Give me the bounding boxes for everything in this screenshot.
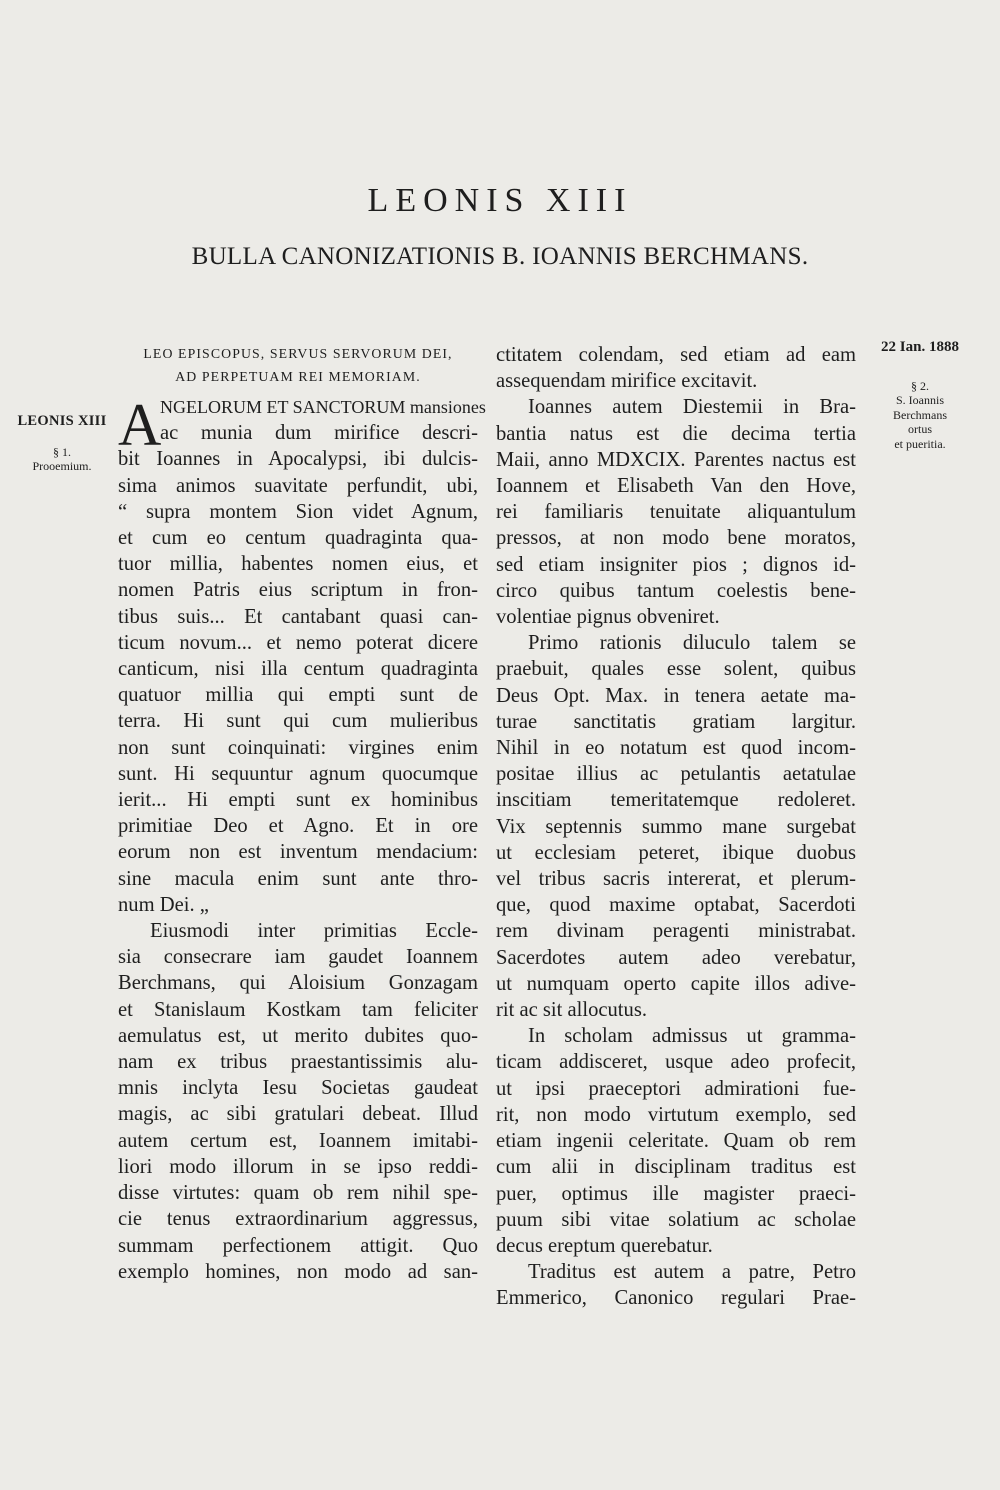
text-line: ut ipsi praeceptori admirationi fue-	[496, 1077, 856, 1100]
text-line: tibus suis... Et cantabant quasi can-	[118, 605, 478, 628]
text-line: Ioannem et Elisabeth Van den Hove,	[496, 475, 856, 498]
text-line: turae sanctitatis gratiam largitur.	[496, 710, 856, 733]
text-line: bit Ioannes in Apocalypsi, ibi dulcis-	[118, 448, 478, 471]
text-line: que, quod maxime optabat, Sacerdoti	[496, 894, 856, 917]
text-line: pressos, at non modo bene moratos,	[496, 527, 856, 550]
text-line: ticum novum... et nemo poterat dicere	[118, 631, 478, 654]
text-line: canticum, nisi illa centum quadraginta	[118, 658, 478, 681]
text-line: etiam ingenii celeritate. Quam ob rem	[496, 1130, 856, 1153]
text-line: volentiae pignus obveniret.	[496, 606, 720, 629]
text-line: primitiae Deo et Agno. Et in ore	[118, 815, 478, 838]
bull-heading-line: LEO EPISCOPUS, SERVUS SERVORUM DEI,	[143, 346, 453, 361]
text-line: “ supra montem Sion videt Agnum,	[118, 500, 478, 523]
margin-note-line: ortus	[908, 422, 932, 436]
text-line: liori modo illorum in se ipso reddi-	[118, 1155, 478, 1178]
page-subtitle: BULLA CANONIZATIONIS B. IOANNIS BERCHMANS.	[191, 243, 809, 270]
text-line: et Stanislaum Kostkam tam feliciter	[118, 998, 478, 1021]
text-line: ctitatem colendam, sed etiam ad eam	[496, 344, 856, 366]
text-line: vel tribus sacris intererat, et plerum-	[496, 868, 856, 891]
right-column-lines	[496, 342, 856, 1312]
margin-note-line: et pueritia.	[894, 436, 946, 451]
text-line: bantia natus est die decima tertia	[496, 422, 856, 445]
right-margin-note	[870, 340, 970, 451]
text-line: Primo rationis diluculo talem se	[528, 632, 856, 655]
drop-cap: A	[118, 392, 162, 458]
text-line: non sunt coinquinati: virgines enim	[118, 736, 478, 759]
text-line: Traditus est autem a patre, Petro	[528, 1261, 856, 1284]
text-line: circo quibus tantum coelestis bene-	[496, 579, 856, 602]
text-line: praebuit, quales esse solent, quibus	[496, 658, 856, 681]
left-text-column	[118, 342, 486, 1285]
margin-note-line: S. Ioannis	[896, 393, 944, 407]
text-line: sima animos suavitate perfundit, ubi,	[118, 474, 478, 497]
margin-section-number: § 1.	[53, 444, 71, 459]
text-line: et cum eo centum quadraginta qua-	[118, 527, 478, 550]
text-line: magis, ac sibi gratulari debeat. Illud	[118, 1103, 478, 1126]
text-line: tuor millia, habentes nomen eius, et	[118, 553, 478, 576]
text-line: ierit... Hi empti sunt ex hominibus	[118, 789, 478, 812]
text-line: exemplo homines, non modo ad san-	[118, 1260, 478, 1283]
text-line: sunt. Hi sequuntur agnum quocumque	[118, 762, 478, 785]
text-line: terra. Hi sunt qui cum mulieribus	[118, 710, 478, 733]
opening-paragraph	[118, 392, 486, 458]
text-line: aemulatus est, ut merito dubites quo-	[118, 1024, 478, 1047]
text-line: ac munia dum mirifice descri-	[160, 422, 478, 445]
margin-note-line: Berchmans	[893, 407, 947, 422]
text-line: nomen Patris eius scriptum in fron-	[118, 579, 478, 602]
text-line: quatuor millia qui empti sunt de	[118, 684, 478, 707]
text-line: Deus Opt. Max. in tenera aetate ma-	[496, 684, 856, 707]
text-line: sine macula enim sunt ante thro-	[118, 867, 478, 890]
bull-heading-line: AD PERPETUAM REI MEMORIAM.	[175, 369, 421, 384]
margin-section-label: Prooemium.	[32, 459, 92, 473]
margin-date: 22 Ian. 1888	[881, 339, 959, 355]
text-line: positae illius ac petulantis aetatulae	[496, 763, 856, 786]
text-line: eorum non est inventum mendacium:	[118, 841, 478, 864]
text-line: Berchmans, qui Aloisium Gonzagam	[118, 972, 478, 995]
text-line: Nihil in eo notatum est quod incom-	[496, 737, 856, 760]
text-line: sia consecrare iam gaudet Ioannem	[118, 946, 478, 969]
text-line: mnis inclyta Iesu Societas gaudeat	[118, 1077, 478, 1100]
text-line: num Dei. „	[118, 893, 209, 916]
left-margin-note	[12, 414, 112, 474]
text-line: cum alii in disciplinam traditus est	[496, 1156, 856, 1179]
text-line: inscitiam temeritatemque redoleret.	[496, 789, 856, 812]
text-line: puer, optimus ille magister praeci-	[496, 1182, 856, 1205]
text-line: rit ac sit allocutus.	[496, 999, 647, 1022]
text-line: assequendam mirifice excitavit.	[496, 370, 758, 393]
text-line: decus ereptum querebatur.	[496, 1234, 713, 1257]
margin-pope-name: LEONIS XIII	[17, 413, 107, 429]
text-line: Ioannes autem Diestemii in Bra-	[528, 396, 856, 419]
text-line: autem certum est, Ioannem imitabi-	[118, 1129, 478, 1152]
text-line: sed etiam insigniter pios ; dignos id-	[496, 553, 856, 576]
text-line: Vix septennis summo mane surgebat	[496, 815, 856, 838]
text-line: Sacerdotes autem adeo verebatur,	[496, 946, 856, 969]
text-line: disse virtutes: quam ob rem nihil spe-	[118, 1182, 478, 1205]
text-line: NGELORUM ET SANCTORUM mansiones	[160, 397, 486, 417]
text-line: summam perfectionem attigit. Quo	[118, 1234, 478, 1257]
text-line: rei familiaris tenuitate aliquantulum	[496, 501, 856, 524]
text-line: rit, non modo virtutum exemplo, sed	[496, 1103, 856, 1126]
text-line: ticam addisceret, usque adeo profecit,	[496, 1051, 856, 1074]
text-line: Emmerico, Canonico regulari Prae-	[496, 1287, 856, 1310]
text-line: Eiusmodi inter primitias Eccle-	[150, 920, 478, 943]
left-column-lines	[118, 446, 478, 1285]
margin-section-number: § 2.	[911, 378, 929, 393]
text-line: ut ecclesiam peteret, ibique duobus	[496, 841, 856, 864]
text-line: In scholam admissus ut gramma-	[528, 1025, 856, 1048]
page-title: LEONIS XIII	[367, 182, 633, 219]
text-line: rem divinam peragenti ministrabat.	[496, 920, 856, 943]
text-line: Maii, anno MDXCIX. Parentes nactus est	[496, 448, 856, 471]
text-line: puum sibi vitae solatium ac scholae	[496, 1208, 856, 1231]
text-line: cie tenus extraordinarium aggressus,	[118, 1208, 478, 1231]
text-line: nam ex tribus praestantissimis alu-	[118, 1051, 478, 1074]
right-text-column	[496, 342, 856, 1312]
text-line: ut numquam operto capite illos adive-	[496, 972, 856, 995]
